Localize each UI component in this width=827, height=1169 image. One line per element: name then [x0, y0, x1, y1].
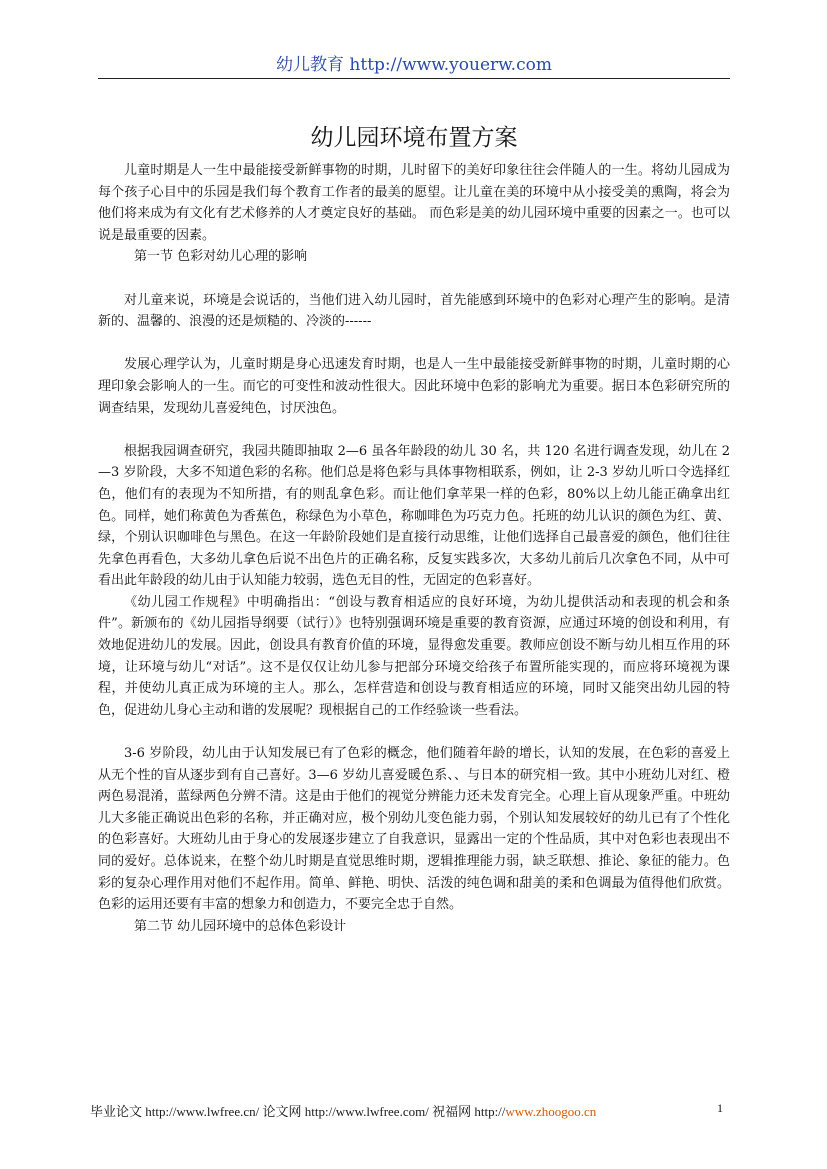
footer-label-thesis: 毕业论文 [90, 1104, 143, 1119]
paragraph-intro: 儿童时期是人一生中最能接受新鲜事物的时期，儿时留下的美好印象往往会伴随人的一生。将幼儿园成为每个孩子心目中的乐园是我们每个教育工作者的最美的愿望。让儿童在美的环境中从小接受美的熏陶，将会为他们将来成为有文化有艺术修养的人才奠定良好的基础。 而色彩是美的幼儿园环境中重要的因素之一。也可以说是最重要的因素。 [98, 163, 730, 243]
paragraph-regulations: 《幼儿园工作规程》中明确指出：“创设与教育相适应的良好环境，为幼儿提供活动和表现的机会和条件”。新颁布的《幼儿园指导纲要（试行）》也特别强调环境是重要的教育资源，应通过环境的创设和利用，有效地促进幼儿的发展。因此，创设具有教育价值的环境，显得愈发重要。教师应创设不断与幼儿相互作用的环境，让环境与幼儿“对话”。这不是仅仅让幼儿参与把部分环境交给孩子布置所能实现的，而应将环境视为课程，并使幼儿真正成为环境的主人。那么，怎样营造和创设与教育相适应的环境，同时又能突出幼儿园的特色，促进幼儿身心主动和谐的发展呢？现根据自己的工作经验谈一些看法。 [98, 594, 730, 718]
footer-link-zhoogoo-domain[interactable]: www.zhoogoo.cn [505, 1104, 597, 1119]
footer-label-blessing: 祝福网 [432, 1104, 472, 1119]
footer-label-paper: 论文网 [262, 1104, 302, 1119]
document-title: 幼儿园环境布置方案 [310, 125, 518, 152]
paragraph-age-3-6: 3-6 岁阶段，幼儿由于认知发展已有了色彩的概念，他们随着年龄的增长，认知的发展，在色彩的喜爱上从无个性的盲从逐步到有自己喜好。3—6 岁幼儿喜爱暖色系、、与日本的研究相一致。其中小班幼儿对红、橙两色易混淆，蓝绿两色分辨不清。这是由于他们的视觉分辨能力还未发育完全。心理上盲从现象严重。中班幼儿大多能正确说出色彩的名称，并正确对应，极个别幼儿变色能力弱，个别认知发展较好的幼儿已有了个性化的色彩喜好。大班幼儿由于身心的发展逐步建立了自我意识，显露出一定的个性品质，其中对色彩也表现出不同的爱好。总体说来，在整个幼儿时期是直觉思维时期，逻辑推理能力弱，缺乏联想、推论、象征的能力。色彩的复杂心理作用对他们不起作用。简单、鲜艳、明快、活泼的纯色调和甜美的柔和色调最为值得他们欣赏。色彩的运用还要有丰富的想象力和创造力，不要完全忠于自然。 [98, 746, 730, 913]
paragraph-survey-results: 根据我园调查研究，我园共随即抽取 2—6 虽各年龄段的幼儿 30 名，共 120 名进行调查发现，幼儿在 2—3 岁阶段，大多不知道色彩的名称。他们总是将色彩与具体事物相联系，例如，让 2-3 岁幼儿听口令选择红色，他们有的表现为不知所措，有的则乱拿色彩。而让他们拿苹果一样的色彩，80%以上幼儿能正确拿出红色。同样，她们称黄色为香蕉色，称绿色为小草色，称咖啡色为巧克力色。托班的幼儿认识的颜色为红、黄、绿，个别认识咖啡色与黑色。在这一年龄阶段她们是直接行动思维，让他们选择自己最喜爱的颜色，他们往往先拿色再看色，大多幼儿拿色后说不出色片的正确名称，反复实践多次，大多幼儿前后几次拿色不同，从中可看出此年龄段的幼儿由于认知能力较弱，选色无目的性，无固定的色彩喜好。 [98, 443, 730, 589]
page-footer [90, 1101, 738, 1120]
footer-link-lwfree-cn[interactable]: http://www.lwfree.cn/ [145, 1104, 260, 1119]
section-heading-1: 第一节 色彩对幼儿心理的影响 [134, 249, 308, 265]
paragraph-environment-speaks: 对儿童来说，环境是会说话的，当他们进入幼儿园时，首先能感到环境中的色彩对心理产生的影响。是清新的、温馨的、浪漫的还是烦糙的、冷淡的------ [98, 292, 730, 330]
page-number: 1 [717, 1101, 723, 1115]
page-header-link[interactable]: 幼儿教育 http://www.youerw.com [276, 55, 552, 75]
section-heading-2: 第二节 幼儿园环境中的总体色彩设计 [134, 918, 347, 934]
footer-link-lwfree-com[interactable]: http://www.lwfree.com/ [304, 1104, 429, 1119]
document-body [98, 160, 730, 937]
footer-link-zhoogoo-prefix[interactable]: http:// [474, 1104, 506, 1119]
header-divider [98, 78, 730, 79]
paragraph-developmental-psychology: 发展心理学认为，儿童时期是身心迅速发育时期，也是人一生中最能接受新鲜事物的时期，儿童时期的心理印象会影响人的一生。而它的可变性和波动性很大。因此环境中色彩的影响尤为重要。据日本色彩研究所的调查结果，发现幼儿喜爱纯色，讨厌浊色。 [98, 357, 730, 416]
footer-link-zhoogoo[interactable] [474, 1104, 596, 1119]
